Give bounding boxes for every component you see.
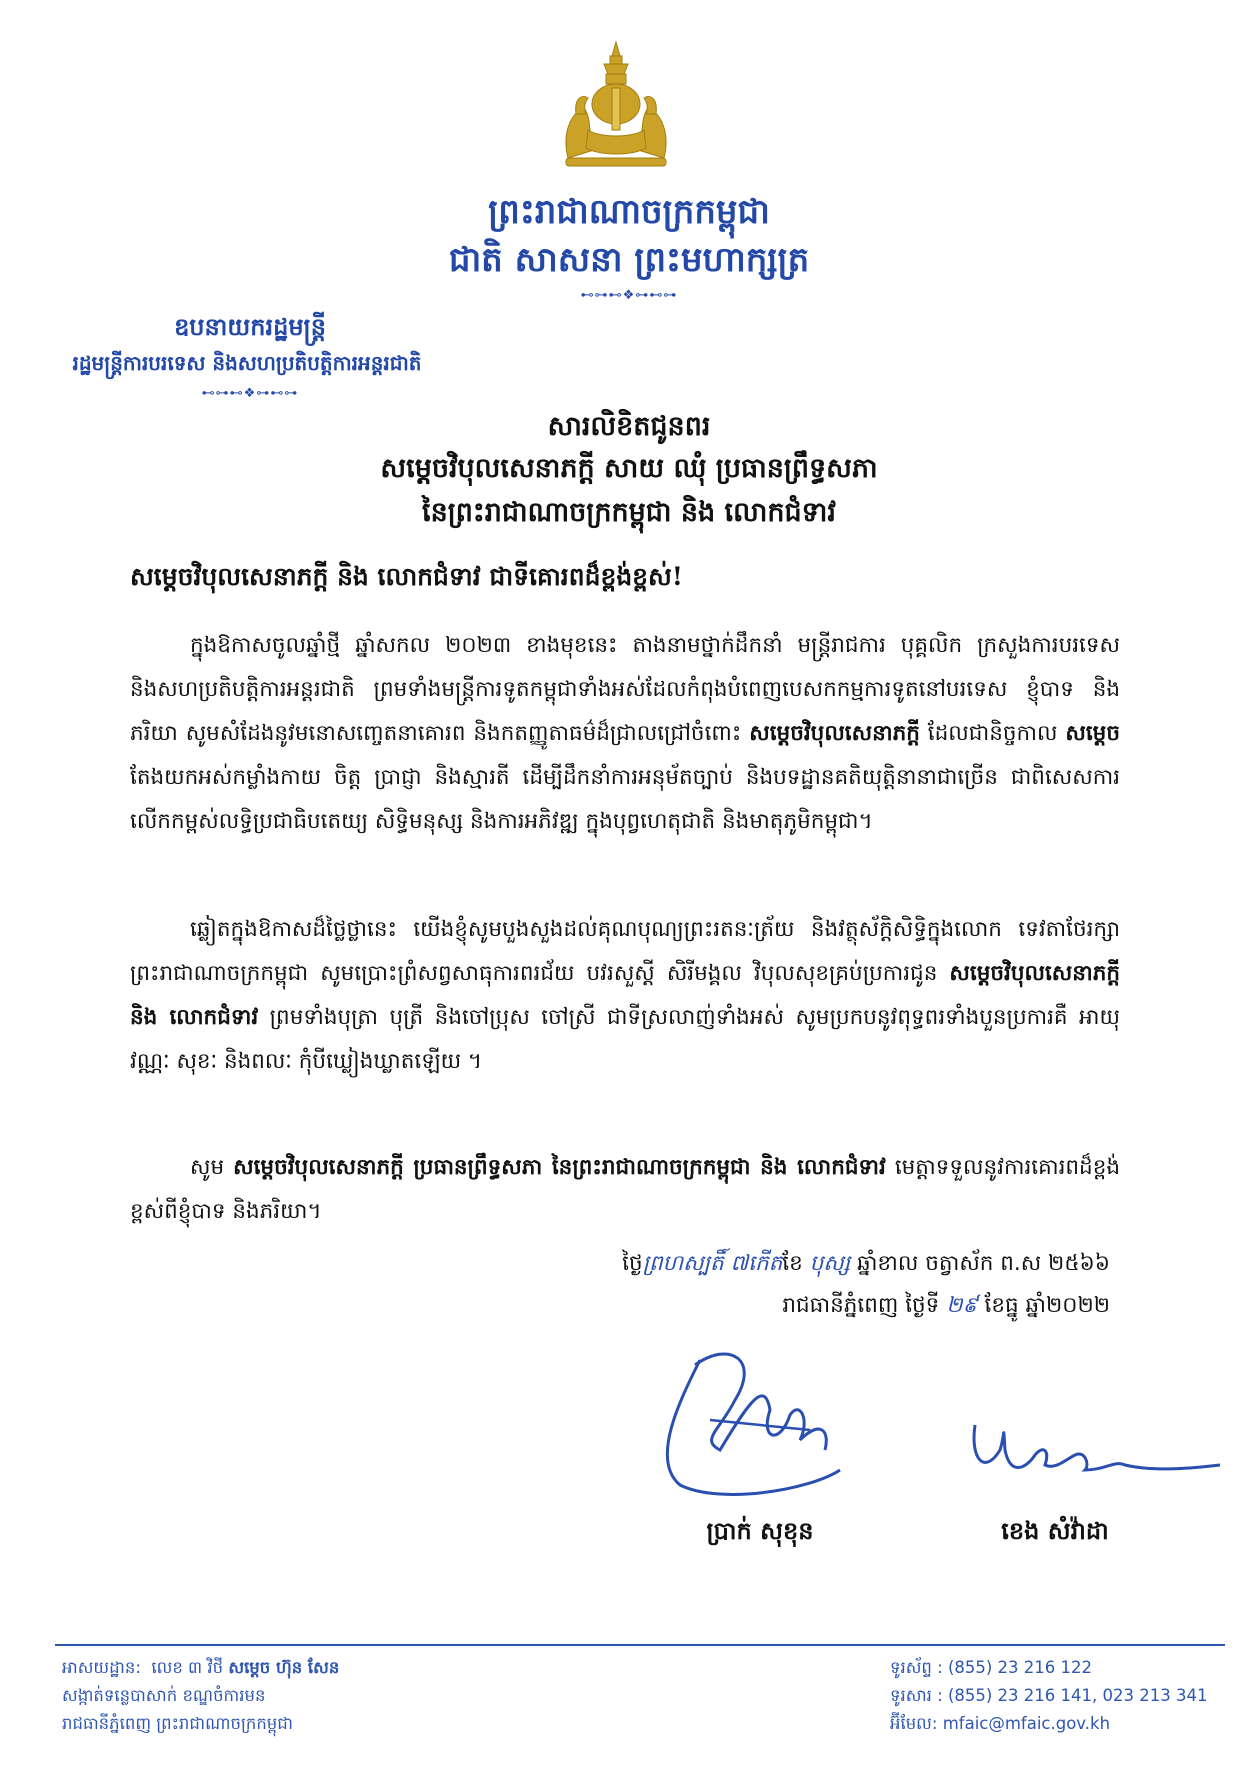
paragraph-1-bold-samdech: សម្ដេច	[1065, 721, 1120, 746]
address-street: សម្ដេច ហ៊ុន សែន	[228, 1658, 340, 1677]
paragraph-2-text-a: ឆ្លៀតក្នុងឱកាសដ៏ថ្លៃថ្លានេះ យើងខ្ញុំសូមបួងសួងដល់គុណបុណ្យព្រះរតនៈត្រ័យ និងវត្ថុស័ក្តិសិទ្ធិក្នុងលោក ទេវតាថែរក្សាព្រះរាជាណាចក្រកម្ពុជា សូមប្រោះព្រំសព្វសាធុការពរជ័យ បវរសួស្តី សិរីមង្គល វិបុលសុខគ្រប់ប្រការជូន	[130, 917, 1120, 986]
address-line-3: រាជធានីភ្នំពេញ ព្រះរាជាណាចក្រកម្ពុជា	[62, 1714, 293, 1733]
motto-ornament: ⊷⊶⊷❖⊶⊷⊶	[580, 288, 678, 303]
lunar-year: ឆ្នាំខាល ចត្វាស័ក ព.ស ២៥៦៦	[856, 1251, 1110, 1276]
lunar-date	[520, 1250, 1110, 1281]
address-label: អាសយដ្ឋាន:	[62, 1658, 141, 1677]
paragraph-3-text-c: មេត្តាទទួលនូវការគោរពដ៏ខ្ពង់ខ្ពស់ពីខ្ញុំបាទ និងភរិយា។	[130, 1155, 1120, 1224]
sender-ministry: រដ្ឋមន្ត្រីការបរទេស និងសហប្រតិបត្តិការអន្តរជាតិ	[72, 351, 422, 375]
paragraph-3	[130, 1146, 1120, 1234]
signature-2-icon	[965, 1410, 1225, 1490]
paragraph-1	[130, 624, 1120, 844]
lunar-date-prefix: ថ្ងៃ	[622, 1251, 643, 1276]
royal-coat-of-arms-icon	[548, 38, 684, 174]
footer-address	[62, 1654, 682, 1738]
paragraph-2	[130, 908, 1120, 1084]
kingdom-name: ព្រះរាជាណាចក្រកម្ពុជា	[488, 192, 770, 232]
solar-day-handwritten: ២៩	[946, 1293, 978, 1318]
paragraph-2-text-c: ព្រមទាំងបុត្រា បុត្រី និងចៅប្រុស ចៅស្រី ជាទីស្រលាញ់ទាំងអស់ សូមប្រកបនូវពុទ្ធពរទាំងបួនប្រការគឺ អាយុ វណ្ណៈ សុខៈ និងពលៈ កុំបីឃ្លៀងឃ្លាតឡើយ ។	[130, 1005, 1120, 1074]
signature-1-icon	[640, 1340, 860, 1500]
lunar-month-handwritten: បុស្ស	[809, 1251, 851, 1276]
signatory-name-1: ប្រាក់ សុខុន	[706, 1516, 814, 1545]
recipient-line: សម្ដេចវិបុលសេនាភក្តី សាយ ឈុំ ប្រធានព្រឹទ្ធសភា	[380, 453, 878, 484]
footer-fax: ទូរសារ : (855) 23 216 141, 023 213 341	[890, 1686, 1208, 1705]
lunar-day-handwritten: ព្រហស្បតិ៍ ៧កើត	[642, 1251, 783, 1276]
sender-ornament: ⊷⊶⊷❖⊶⊷⊶	[201, 386, 299, 401]
paragraph-1-text-c: ដែលជានិច្ចកាល	[927, 721, 1058, 746]
solar-date-suffix: ខែធ្នូ ឆ្នាំ២០២២	[984, 1293, 1110, 1318]
salutation: សម្ដេចវិបុលសេនាភក្តី និង លោកជំទាវ ជាទីគោរពដ៏ខ្ពង់ខ្ពស់!	[130, 562, 683, 591]
paragraph-3-text-a: សូម	[190, 1155, 225, 1180]
address-line-2: សង្កាត់ទន្លេបាសាក់ ខណ្ឌចំការមន	[62, 1686, 266, 1705]
footer-divider	[55, 1644, 1225, 1646]
paragraph-1-text-a: ក្នុងឱកាសចូលឆ្នាំថ្មី ឆ្នាំសកល ២០២៣ ខាងមុខនេះ តាងនាមថ្នាក់ដឹកនាំ មន្ត្រីរាជការ បុគ្គលិក ក្រសួងការបរទេស និងសហប្រតិបត្តិការអន្តរជាតិ ព្រមទាំងមន្ត្រីការទូតកម្ពុជាទាំងអស់ដែលកំពុងបំពេញបេសកកម្មការទូតនៅបរទេស ខ្ញុំបាទ និងភរិយា សូមសំដែងនូវមនោសញ្ចេតនាគោរព និងកតញ្ញូតាធម៌ដ៏ជ្រាលជ្រៅចំពោះ	[130, 633, 1120, 746]
footer-email[interactable]: អ៊ីមែល: mfaic@mfaic.gov.kh	[890, 1714, 1111, 1733]
solar-date	[520, 1292, 1110, 1323]
letter-title: សារលិខិតជូនពរ	[547, 411, 711, 442]
paragraph-2-bold: សម្ដេចវិបុលសេនាភក្តី និង លោកជំទាវ	[130, 961, 1120, 1030]
paragraph-1-bold-title: សម្ដេចវិបុលសេនាភក្តី	[749, 721, 920, 746]
paragraph-1-text-e: តែងយកអស់កម្លាំងកាយ ចិត្ត ប្រាជ្ញា និងស្មារតី ដើម្បីដឹកនាំការអនុម័តច្បាប់ និងបទដ្ឋានគតិយុត្តិនានាជាច្រើន ជាពិសេសការលើកកម្ពស់លទ្ធិប្រជាធិបតេយ្យ សិទ្ធិមនុស្ស និងការអភិវឌ្ឍ ក្នុងបុព្វហេតុជាតិ និងមាតុភូមិកម្ពុជា។	[130, 765, 1120, 834]
footer-contacts	[890, 1654, 1230, 1738]
address-number: លេខ ៣ វិថី	[151, 1658, 224, 1677]
lunar-month-prefix: ខែ	[782, 1251, 803, 1276]
paragraph-3-bold: សម្ដេចវិបុលសេនាភក្តី ប្រធានព្រឹទ្ធសភា នៃព្រះរាជាណាចក្រកម្ពុជា និង លោកជំទាវ	[233, 1155, 886, 1180]
national-motto: ជាតិ សាសនា ព្រះមហាក្សត្រ	[448, 240, 810, 280]
recipient-line-2: នៃព្រះរាជាណាចក្រកម្ពុជា និង លោកជំទាវ	[422, 497, 836, 528]
address-line-1	[62, 1654, 682, 1682]
solar-date-prefix: រាជធានីភ្នំពេញ ថ្ងៃទី	[782, 1293, 940, 1318]
footer-phone: ទូរស័ព្ទ : (855) 23 216 122	[890, 1658, 1093, 1677]
signatory-name-2: ខេង សំវ៉ាដា	[1001, 1516, 1109, 1545]
sender-title: ឧបនាយករដ្ឋមន្ត្រី	[174, 312, 326, 341]
